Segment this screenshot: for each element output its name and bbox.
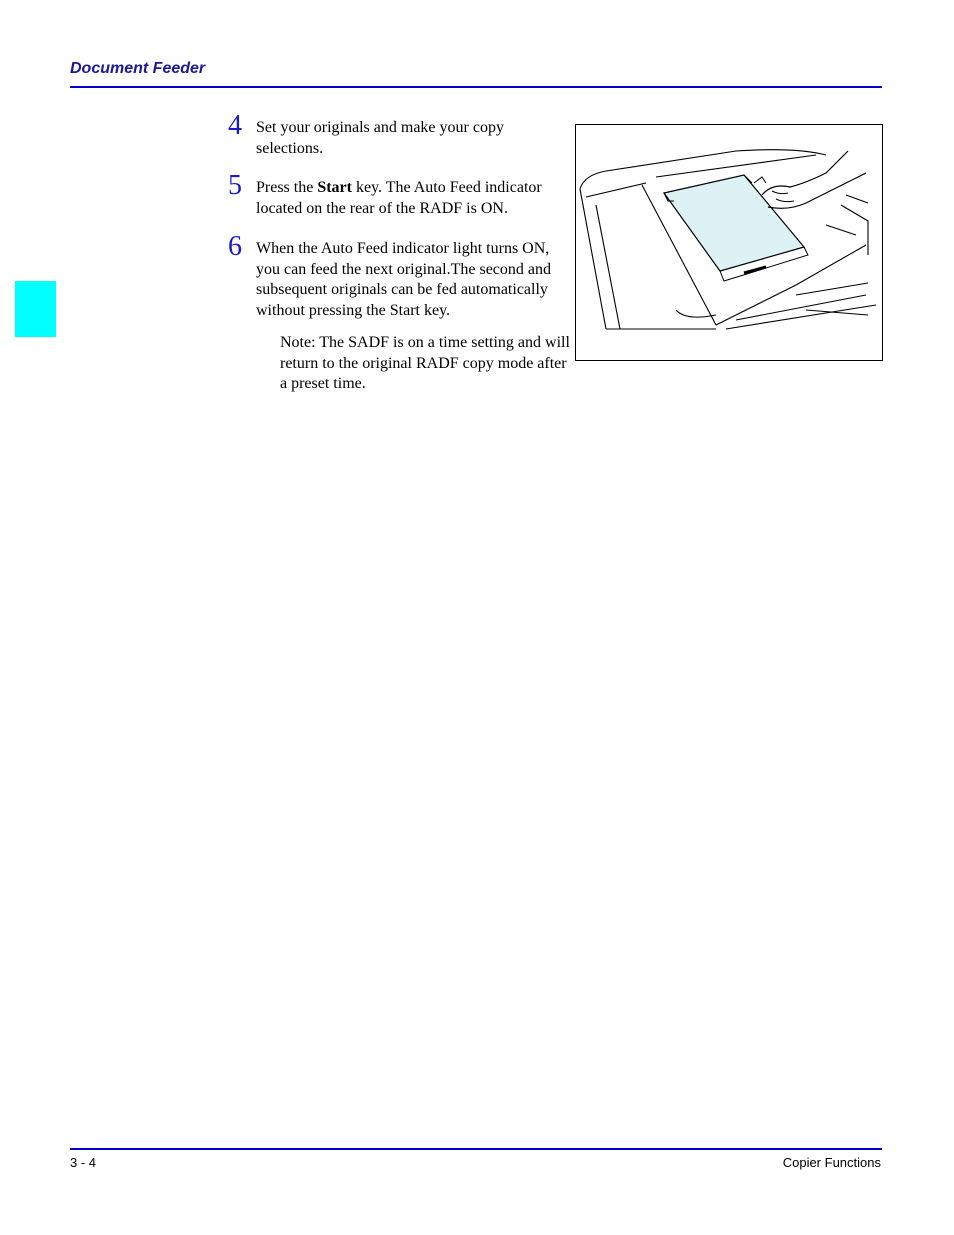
start-key-label: Start (317, 179, 352, 196)
note-text: Note: The SADF is on a time setting and will return to the original RADF copy mode after a preset time. (280, 334, 570, 392)
feeder-drawing (576, 125, 882, 360)
step-text: When the Auto Feed indicator light turns ON, you can feed the next original.The second and subsequent originals can be fed automatically without pressing the Start key. (256, 240, 551, 319)
step-number: 4 (228, 110, 242, 141)
section-name: Copier Functions (782, 1155, 881, 1170)
step-text (256, 178, 568, 219)
header-rule (70, 86, 882, 88)
step-text-pre: Press the (256, 179, 318, 196)
page-header-title: Document Feeder (70, 60, 206, 77)
step-text: Set your originals and make your copy selections. (256, 119, 504, 157)
page-number: 3 - 4 (70, 1155, 97, 1170)
step-number: 5 (228, 170, 242, 201)
feeder-illustration (575, 124, 883, 361)
step-number: 6 (228, 231, 242, 262)
chapter-tab (15, 281, 56, 337)
footer-rule (70, 1148, 882, 1150)
step-text-post: key. The Auto Feed indicator located on the rear of the RADF is ON. (256, 179, 542, 217)
